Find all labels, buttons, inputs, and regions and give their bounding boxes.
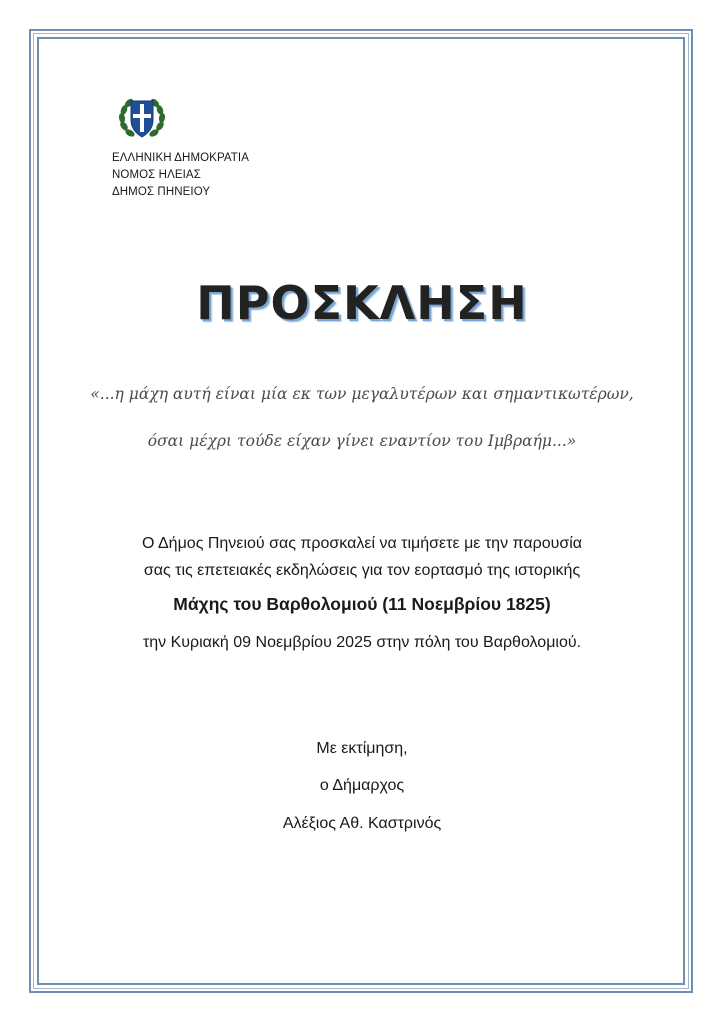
header-prefecture: ΝΟΜΟΣ ΗΛΕΙΑΣ [112,169,201,181]
greek-coat-of-arms-icon [116,92,168,144]
header-municipality: ΔΗΜΟΣ ΠΗΝΕΙΟΥ [112,186,211,198]
signature-name: Αλέξιος Αθ. Καστρινός [282,815,442,832]
issuer-header [112,150,249,201]
event-date-location: την Κυριακή 09 Νοεμβρίου 2025 στην πόλη του Βαρθολομιού. [142,634,582,651]
signature-closing: Με εκτίμηση, [316,740,408,757]
header-country: ΕΛΛΗΝΙΚΗ ΔΗΜΟΚΡΑΤΙΑ [112,152,249,164]
body-line-2: σας τις επετειακές εκδηλώσεις για τον εορτασμό της ιστορικής [143,562,581,579]
event-name: Μάχης του Βαρθολομιού (11 Νοεμβρίου 1825) [173,594,551,614]
body-line-1: Ο Δήμος Πηνειού σας προσκαλεί να τιμήσετε με την παρουσία [141,535,583,552]
quote-line-2: όσαι μέχρι τούδε είχαν γίνει εναντίον του Ιμβραήμ...» [147,432,577,450]
signature-role: ο Δήμαρχος [319,777,405,794]
invitation-title: ΠΡΟΣΚΛΗΣΗ [196,276,528,330]
quote-line-1: «...η μάχη αυτή είναι μία εκ των μεγαλυτέρων και σημαντικωτέρων, [90,385,634,403]
